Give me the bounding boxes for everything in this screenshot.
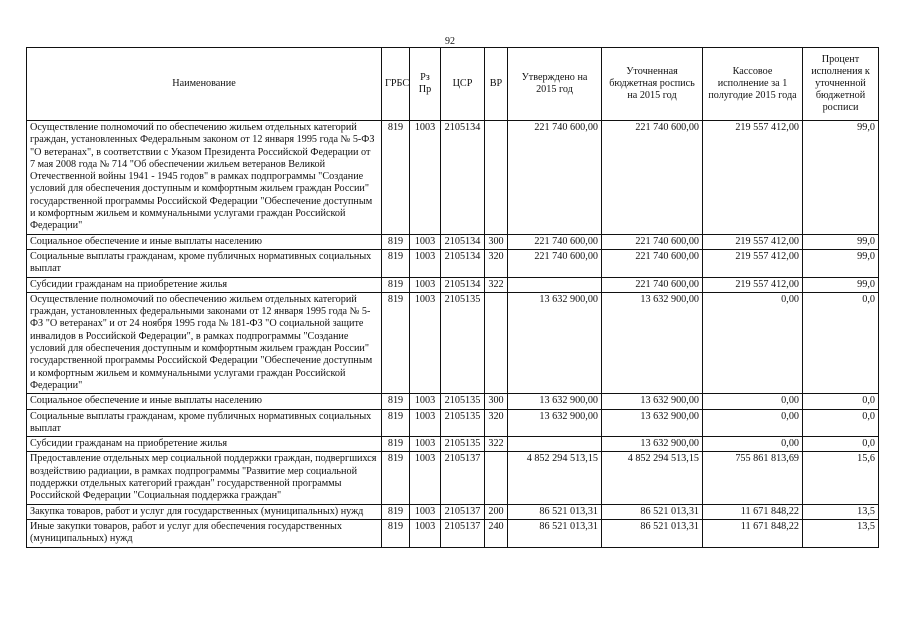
- row-vr-cell: [485, 292, 508, 393]
- table-row: [27, 437, 879, 452]
- row-percent-cell: 99,0: [803, 234, 879, 249]
- row-rzpr-cell: 1003: [410, 249, 441, 277]
- header-refined: Уточненная бюджетная роспись на 2015 год: [602, 48, 703, 121]
- header-vr: ВР: [485, 48, 508, 121]
- row-name-cell: Осуществление полномочий по обеспечению жильем отдельных категорий граждан, установленных федеральными законами от 12 января 1995 года № 5-ФЗ "О ветеранах" и от 24 ноября 1995 года № 181-ФЗ "О социальной защите инвалидов в Российской Федерации", в рамках подпрограммы "Создание условий для обеспечения доступным и комфортным жильем граждан России" государственной программы Российской Федерации "Обеспечение доступным и комфортным жильем и коммунальными услугами граждан Российской Федерации": [27, 292, 382, 393]
- row-name-cell: Иные закупки товаров, работ и услуг для обеспечения государственных (муниципальных) нужд: [27, 519, 382, 547]
- row-vr-cell: 322: [485, 437, 508, 452]
- row-cash-cell: 219 557 412,00: [703, 277, 803, 292]
- row-vr-cell: 240: [485, 519, 508, 547]
- row-cash-cell: 0,00: [703, 437, 803, 452]
- row-csr-cell: 2105135: [441, 292, 485, 393]
- row-rzpr-cell: 1003: [410, 519, 441, 547]
- row-csr-cell: 2105135: [441, 394, 485, 409]
- row-vr-cell: 320: [485, 249, 508, 277]
- row-rzpr-cell: 1003: [410, 409, 441, 437]
- row-approved-cell: 13 632 900,00: [508, 292, 602, 393]
- row-vr-cell: 322: [485, 277, 508, 292]
- row-vr-cell: [485, 452, 508, 504]
- table-row: [27, 277, 879, 292]
- table-row: [27, 504, 879, 519]
- row-csr-cell: 2105134: [441, 234, 485, 249]
- table-row: [27, 121, 879, 235]
- row-percent-cell: 99,0: [803, 121, 879, 235]
- table-row: [27, 249, 879, 277]
- row-cash-cell: 0,00: [703, 394, 803, 409]
- row-approved-cell: 13 632 900,00: [508, 394, 602, 409]
- row-csr-cell: 2105134: [441, 249, 485, 277]
- row-rzpr-cell: 1003: [410, 234, 441, 249]
- row-approved-cell: 86 521 013,31: [508, 519, 602, 547]
- table-row: [27, 394, 879, 409]
- row-rzpr-cell: 1003: [410, 121, 441, 235]
- row-name-cell: Осуществление полномочий по обеспечению жильем отдельных категорий граждан, установленных Федеральным законом от 12 января 1995 года № 5-ФЗ "О ветеранах", в соответствии с Указом Президента Российской Федерации от 7 мая 2008 года № 714 "Об обеспечении жильем ветеранов Великой Отечественной войны 1941 - 1945 годов" в рамках подпрограммы "Создание условий для обеспечения доступным и комфортным жильем граждан России" государственной программы Российской Федерации "Обеспечение доступным и комфортным жильем и коммунальными услугами граждан Российской Федерации": [27, 121, 382, 235]
- row-cash-cell: 0,00: [703, 409, 803, 437]
- row-approved-cell: 86 521 013,31: [508, 504, 602, 519]
- row-approved-cell: 221 740 600,00: [508, 234, 602, 249]
- row-vr-cell: 300: [485, 394, 508, 409]
- row-vr-cell: 320: [485, 409, 508, 437]
- row-grbs-cell: 819: [382, 452, 410, 504]
- table-row: [27, 234, 879, 249]
- row-refined-cell: 13 632 900,00: [602, 394, 703, 409]
- row-csr-cell: 2105137: [441, 452, 485, 504]
- row-approved-cell: 221 740 600,00: [508, 121, 602, 235]
- row-grbs-cell: 819: [382, 277, 410, 292]
- row-percent-cell: 0,0: [803, 292, 879, 393]
- row-approved-cell: 221 740 600,00: [508, 249, 602, 277]
- row-grbs-cell: 819: [382, 121, 410, 235]
- header-percent: Процент исполнения к уточненной бюджетной росписи: [803, 48, 879, 121]
- row-cash-cell: 219 557 412,00: [703, 249, 803, 277]
- row-vr-cell: [485, 121, 508, 235]
- row-name-cell: Социальное обеспечение и иные выплаты населению: [27, 234, 382, 249]
- row-csr-cell: 2105135: [441, 437, 485, 452]
- row-refined-cell: 221 740 600,00: [602, 121, 703, 235]
- header-approved: Утверждено на 2015 год: [508, 48, 602, 121]
- row-refined-cell: 4 852 294 513,15: [602, 452, 703, 504]
- row-approved-cell: 13 632 900,00: [508, 409, 602, 437]
- budget-table: [26, 47, 879, 548]
- row-csr-cell: 2105134: [441, 277, 485, 292]
- row-approved-cell: [508, 277, 602, 292]
- row-csr-cell: 2105134: [441, 121, 485, 235]
- row-name-cell: Закупка товаров, работ и услуг для государственных (муниципальных) нужд: [27, 504, 382, 519]
- row-cash-cell: 755 861 813,69: [703, 452, 803, 504]
- table-header-row: [27, 48, 879, 121]
- row-cash-cell: 11 671 848,22: [703, 504, 803, 519]
- table-row: [27, 409, 879, 437]
- row-cash-cell: 0,00: [703, 292, 803, 393]
- row-cash-cell: 219 557 412,00: [703, 121, 803, 235]
- row-name-cell: Субсидии гражданам на приобретение жилья: [27, 437, 382, 452]
- page-number: 92: [445, 36, 455, 47]
- row-grbs-cell: 819: [382, 437, 410, 452]
- row-name-cell: Социальные выплаты гражданам, кроме публичных нормативных социальных выплат: [27, 409, 382, 437]
- row-name-cell: Субсидии гражданам на приобретение жилья: [27, 277, 382, 292]
- row-refined-cell: 86 521 013,31: [602, 504, 703, 519]
- row-vr-cell: 200: [485, 504, 508, 519]
- row-percent-cell: 0,0: [803, 394, 879, 409]
- row-csr-cell: 2105137: [441, 504, 485, 519]
- row-refined-cell: 13 632 900,00: [602, 409, 703, 437]
- table-row: [27, 452, 879, 504]
- row-rzpr-cell: 1003: [410, 277, 441, 292]
- row-rzpr-cell: 1003: [410, 292, 441, 393]
- row-grbs-cell: 819: [382, 409, 410, 437]
- row-approved-cell: 4 852 294 513,15: [508, 452, 602, 504]
- row-cash-cell: 11 671 848,22: [703, 519, 803, 547]
- row-rzpr-cell: 1003: [410, 504, 441, 519]
- row-refined-cell: 86 521 013,31: [602, 519, 703, 547]
- row-rzpr-cell: 1003: [410, 437, 441, 452]
- row-refined-cell: 221 740 600,00: [602, 249, 703, 277]
- header-rzpr: Рз Пр: [410, 48, 441, 121]
- row-percent-cell: 99,0: [803, 249, 879, 277]
- row-percent-cell: 15,6: [803, 452, 879, 504]
- row-refined-cell: 13 632 900,00: [602, 292, 703, 393]
- row-grbs-cell: 819: [382, 249, 410, 277]
- row-refined-cell: 221 740 600,00: [602, 277, 703, 292]
- row-csr-cell: 2105135: [441, 409, 485, 437]
- row-percent-cell: 13,5: [803, 519, 879, 547]
- row-rzpr-cell: 1003: [410, 452, 441, 504]
- row-cash-cell: 219 557 412,00: [703, 234, 803, 249]
- row-grbs-cell: 819: [382, 504, 410, 519]
- row-name-cell: Социальное обеспечение и иные выплаты населению: [27, 394, 382, 409]
- row-name-cell: Предоставление отдельных мер социальной поддержки граждан, подвергшихся воздействию радиации, в рамках подпрограммы "Развитие мер социальной поддержки отдельных категорий граждан" государственной программы Российской Федерации "Социальная поддержка граждан": [27, 452, 382, 504]
- row-grbs-cell: 819: [382, 292, 410, 393]
- row-vr-cell: 300: [485, 234, 508, 249]
- table-row: [27, 519, 879, 547]
- row-refined-cell: 221 740 600,00: [602, 234, 703, 249]
- header-csr: ЦСР: [441, 48, 485, 121]
- row-percent-cell: 99,0: [803, 277, 879, 292]
- header-name: Наименование: [27, 48, 382, 121]
- header-cash: Кассовое исполнение за 1 полугодие 2015 года: [703, 48, 803, 121]
- row-approved-cell: [508, 437, 602, 452]
- row-percent-cell: 13,5: [803, 504, 879, 519]
- row-grbs-cell: 819: [382, 519, 410, 547]
- row-grbs-cell: 819: [382, 394, 410, 409]
- header-grbs: ГРБС: [382, 48, 410, 121]
- row-csr-cell: 2105137: [441, 519, 485, 547]
- row-rzpr-cell: 1003: [410, 394, 441, 409]
- row-percent-cell: 0,0: [803, 437, 879, 452]
- row-refined-cell: 13 632 900,00: [602, 437, 703, 452]
- row-name-cell: Социальные выплаты гражданам, кроме публичных нормативных социальных выплат: [27, 249, 382, 277]
- row-grbs-cell: 819: [382, 234, 410, 249]
- table-row: [27, 292, 879, 393]
- row-percent-cell: 0,0: [803, 409, 879, 437]
